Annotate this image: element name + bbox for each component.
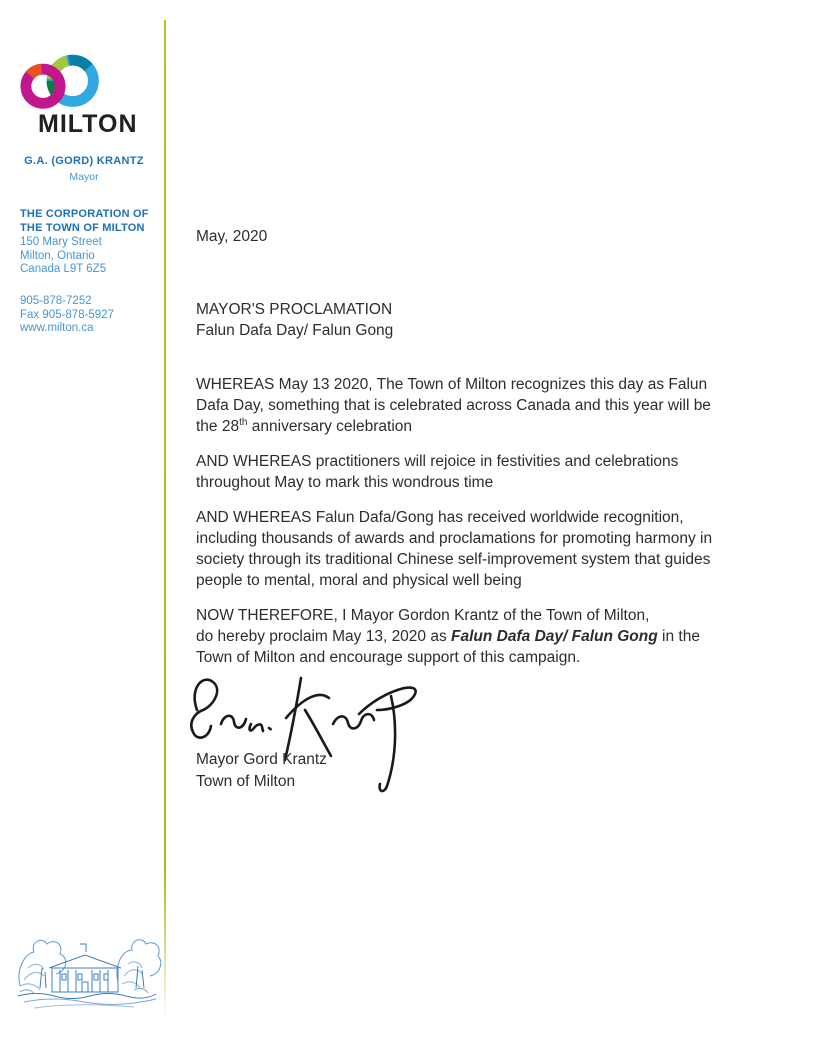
fax-number: Fax 905-878-5927 xyxy=(20,308,114,321)
corporation-line-1: THE CORPORATION OF xyxy=(20,208,149,220)
signature-block xyxy=(196,749,327,792)
corporation-block xyxy=(20,207,149,235)
paragraph-now-therefore: NOW THEREFORE, I Mayor Gordon Krantz of the Town of Milton, do hereby proclaim May 13, 2020 as Falun Dafa Day/ Falun Gong in the Town of Milton and encourage support of this campaign. xyxy=(196,607,700,666)
address-street: 150 Mary Street xyxy=(20,236,102,248)
corporation-line-2: THE TOWN OF MILTON xyxy=(20,222,145,234)
letter-paragraphs xyxy=(196,374,766,682)
proclamation-title: MAYOR'S PROCLAMATION xyxy=(196,301,393,318)
mayor-name: G.A. (GORD) KRANTZ xyxy=(24,155,144,167)
letter-date: May, 2020 xyxy=(196,228,268,245)
town-hall-sketch xyxy=(14,930,166,1014)
paragraph-whereas-2: AND WHEREAS practitioners will rejoice in festivities and celebrations throughout May to mark this wondrous time xyxy=(196,453,679,491)
mayor-title: Mayor xyxy=(69,171,99,183)
proclamation-subtitle: Falun Dafa Day/ Falun Gong xyxy=(196,322,394,339)
contact-block xyxy=(20,295,114,336)
address-postal: Canada L9T 6Z5 xyxy=(20,263,107,275)
signer-name: Mayor Gord Krantz xyxy=(196,751,327,768)
vertical-divider xyxy=(164,20,166,1020)
milton-logo-icon xyxy=(16,42,106,116)
website-text: www.milton.ca xyxy=(20,322,94,334)
paragraph-whereas-3: AND WHEREAS Falun Dafa/Gong has received worldwide recognition, including thousands of awards and proclamations for promoting harmony in society through its traditional Chinese self-improvement system that guides people to mental, moral and physical well being xyxy=(196,509,713,589)
signer-org: Town of Milton xyxy=(196,772,296,790)
letter-heading xyxy=(196,299,393,341)
phone-number: 905-878-7252 xyxy=(20,295,92,307)
paragraph-whereas-1: WHEREAS May 13 2020, The Town of Milton recognizes this day as Falun Dafa Day, something that is celebrated across Canada and this year will be the 28th anniversary celebration xyxy=(196,376,711,435)
milton-wordmark: MILTON xyxy=(38,110,138,138)
address-block xyxy=(20,236,106,277)
address-city: Milton, Ontario xyxy=(20,249,95,262)
